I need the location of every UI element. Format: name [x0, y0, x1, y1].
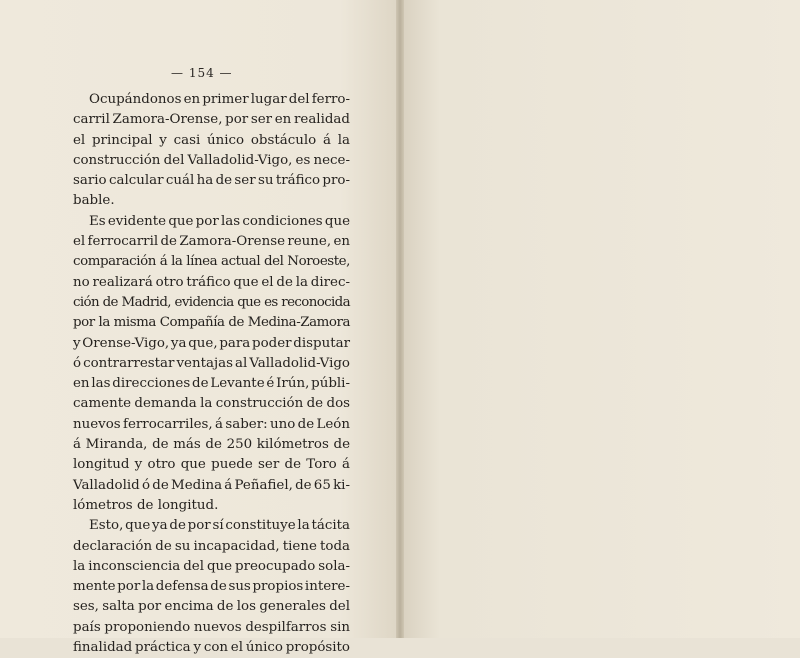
text-line: Esto, que ya de por sí constituye la tácita — [89, 518, 350, 534]
book-gutter — [396, 0, 404, 638]
text-line: en las direcciones de Levante é Irún, públi- — [73, 376, 350, 392]
text-line: ses, salta por encima de los generales del — [73, 599, 350, 615]
text-line: sario calcular cuál ha de ser su tráfico pro- — [73, 173, 350, 189]
page-number: — 154 — — [171, 66, 233, 80]
text-line: lómetros de longitud. — [73, 497, 219, 513]
text-line: y Orense-Vigo, ya que, para poder disputar — [73, 335, 350, 351]
right-page — [400, 0, 800, 638]
left-page — [0, 0, 400, 656]
text-line: carril Zamora-Orense, por ser en realidad — [73, 112, 350, 128]
text-line: el ferrocarril de Zamora-Orense reune, en — [73, 234, 350, 250]
text-line: á Miranda, de más de 250 kilómetros de — [73, 437, 350, 453]
text-line: Valladolid ó de Medina á Peñafiel, de 65 ki- — [73, 477, 350, 493]
text-line: construcción del Valladolid-Vigo, es nece- — [73, 152, 350, 168]
text-line: nuevos ferrocarriles, á saber: uno de León — [73, 416, 350, 432]
text-line: por la misma Compañía de Medina-Zamora — [73, 315, 350, 331]
text-line: mente por la defensa de sus propios intere- — [73, 579, 350, 595]
page-text — [73, 90, 350, 658]
text-line: finalidad práctica y con el único propósito — [73, 640, 350, 656]
text-line: camente demanda la construcción de dos — [73, 396, 350, 412]
text-line: no realizará otro tráfico que el de la direc- — [73, 274, 350, 290]
text-line: la inconsciencia del que preocupado sola- — [73, 558, 350, 574]
text-line: longitud y otro que puede ser de Toro á — [73, 457, 350, 473]
text-line: Es evidente que por las condiciones que — [89, 213, 350, 229]
text-line: comparación á la línea actual del Noroeste, — [73, 254, 350, 270]
text-line: país proponiendo nuevos despilfarros sin — [73, 619, 350, 635]
text-line: bable. — [73, 193, 115, 209]
text-line: declaración de su incapacidad, tiene toda — [73, 538, 350, 554]
text-line: el principal y casi único obstáculo á la — [73, 132, 350, 148]
text-line: Ocupándonos en primer lugar del ferro- — [89, 92, 350, 107]
text-line: ción de Madrid, evidencia que es reconocida — [73, 294, 350, 310]
text-line: ó contrarrestar ventajas al Valladolid-Vigo — [73, 355, 350, 371]
